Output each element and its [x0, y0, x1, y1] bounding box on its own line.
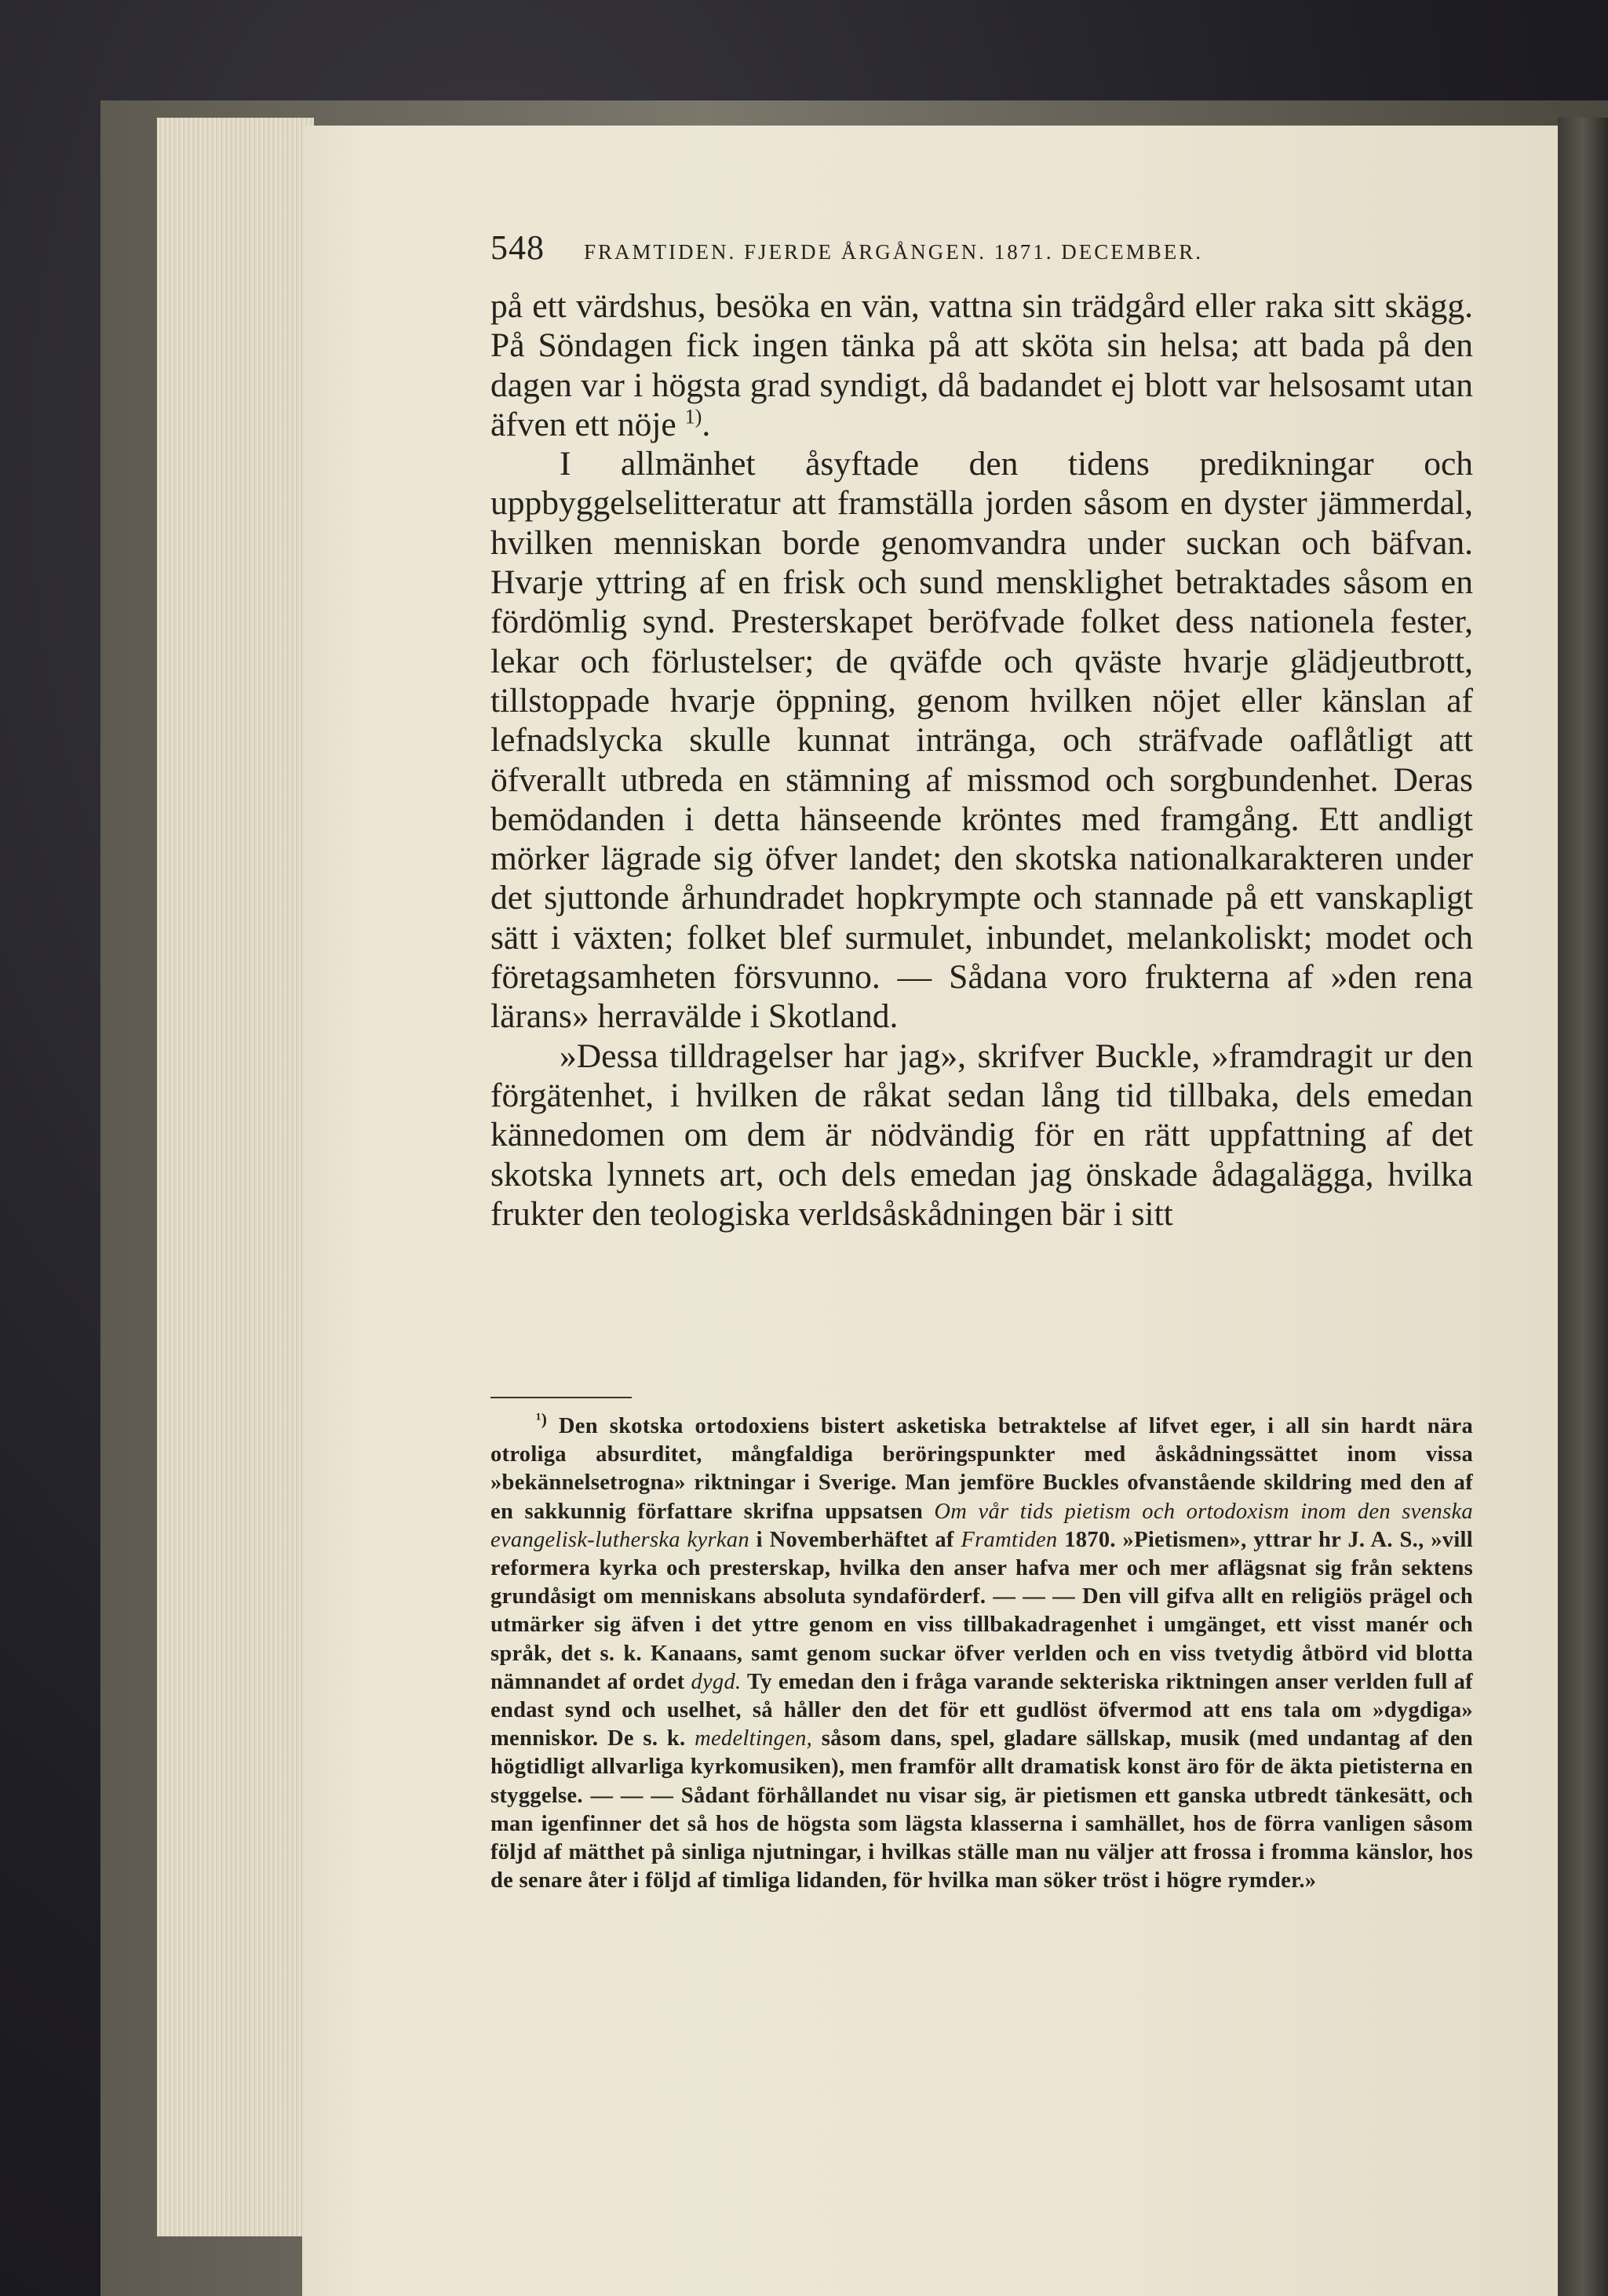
emphasized-word-2: medeltingen, [695, 1726, 813, 1751]
footnote-mark: ¹) [536, 1409, 548, 1429]
book-page [302, 126, 1558, 2296]
footnote-divider [490, 1397, 632, 1398]
emphasized-word: dygd. [691, 1669, 742, 1694]
footnote-reference: 1) [684, 405, 702, 428]
page-edges [157, 118, 314, 2236]
page-header [490, 228, 1511, 275]
paragraph-3: »Dessa tilldragelser har jag», skrifver Buckle, »framdragit ur den förgätenhet, i hvilken de råkat sedan lång tid tillbaka, dels emedan kännedomen om dem är nödvändig för en rätt uppfattning af det skotska lynnets art, och dels emedan jag önskade ådagalägga, hvilka frukter den teologiska verldsåskådningen bär i sitt [490, 1037, 1473, 1233]
paragraph-2: I allmänhet åsyftade den tidens predikningar och uppbyggelselitteratur att framställa jorden såsom en dyster jämmerdal, hvilken menniskan borde genomvandra under suckan och bäfvan. Hvarje yttring af en frisk och sund mensklighet betraktades såsom en fördömlig synd. Presterskapet beröfvade folket dess nationela fester, lekar och förlustelser; de qväfde och qväste hvarje glädjeutbrott, tillstoppade hvarje öppning, genom hvilken nöjet eller känslan af lefnadslycka skulle kunnat intränga, och sträfvade oaflåtligt att öfverallt utbreda en stämning af missmod och sorgbundenhet. Deras bemödanden i detta hänseende kröntes med framgång. Ett andligt mörker lägrade sig öfver landet; den skotska nationalkarakteren under det sjuttonde århundradet hopkrympte och stannade på ett vanskapligt sätt i växten; folket blef surmulet, inbundet, melankoliskt; modet och företagsamheten försvunno. — Sådana voro frukterna af »den rena lärans» herravälde i Skotland. [490, 445, 1473, 1036]
running-head: FRAMTIDEN. FJERDE ÅRGÅNGEN. 1871. DECEMBER. [584, 240, 1204, 264]
paragraph-1: på ett värdshus, besöka en vän, vattna sin trädgård eller raka sitt skägg. På Söndagen fick ingen tänka på att sköta sin helsa; att bada på den dagen var i högsta grad syndigt, då badandet ej blott var helsosamt utan äfven ett nöje $^{1)}$. [490, 287, 1473, 443]
body-text [490, 286, 1473, 1234]
cited-article-title: Om vår tids pietism och ortodoxism inom den svenska evangelisk-lutherska kyrkan [490, 1499, 1473, 1552]
journal-name: Framtiden [961, 1527, 1058, 1552]
book-cover-edge [1558, 118, 1608, 2296]
page-number: 548 [490, 228, 545, 267]
footnote-text: $^{^1)}$ Den skotska ortodoxiens bistert asketiska betraktelse af lifvet eger, i all sin hardt nära otroliga absurditet, mångfaldiga beröringspunkter med åskådningssättet inom vissa »bekännelsetrogna» riktningar i Sverige. Man jemföre Buckles ofvanstående skildring med den af en sakkunnig författare skrifna uppsatsen Om vår tids pietism och ortodoxism inom den svenska evangelisk-lutherska kyrkan i Novemberhäftet af Framtiden 1870. »Pietismen», yttrar hr J. A. S., »vill reformera kyrka och presterskap, hvilka den anser hafva mer och mer aflägsnat sig från sektens grundåsigt om menniskans absoluta syndaförderf. — — — Den vill gifva allt en religiös prägel och utmärker sig äfven i det yttre genom en viss tillbakadragenhet i umgänget, ett visst manér och språk, det s. k. Kanaans, samt genom suckar öfver verlden och en viss tvetydig åtbörd vid blotta nämnandet af ordet dygd. Ty emedan den i fråga varande sekteriska riktningen anser verlden full af endast synd och uselhet, så håller den det för ett gudlöst öfvermod att ens tala om »dygdiga» menniskor. De s. k. medeltingen, såsom dans, spel, gladare sällskap, musik (med undantag af den högtidligt allvarliga kyrkomusiken), men framför allt dramatisk konst äro för de äkta pietisterna en styggelse. — — — Sådant förhållandet nu visar sig, är pietismen ett ganska utbredt tänkesätt, och man igenfinner det så hos de högsta som lägsta klasserna i samhället, hos de förra vanligen såsom följd af mätthet på sinliga njutningar, i hvilkas ställe man nu väljer att frossa i fromma känslor, hos de senare åter i följd af timliga lidanden, för hvilka man söker tröst i högre rymder.» [490, 1409, 1473, 1893]
footnote [490, 1409, 1473, 1895]
